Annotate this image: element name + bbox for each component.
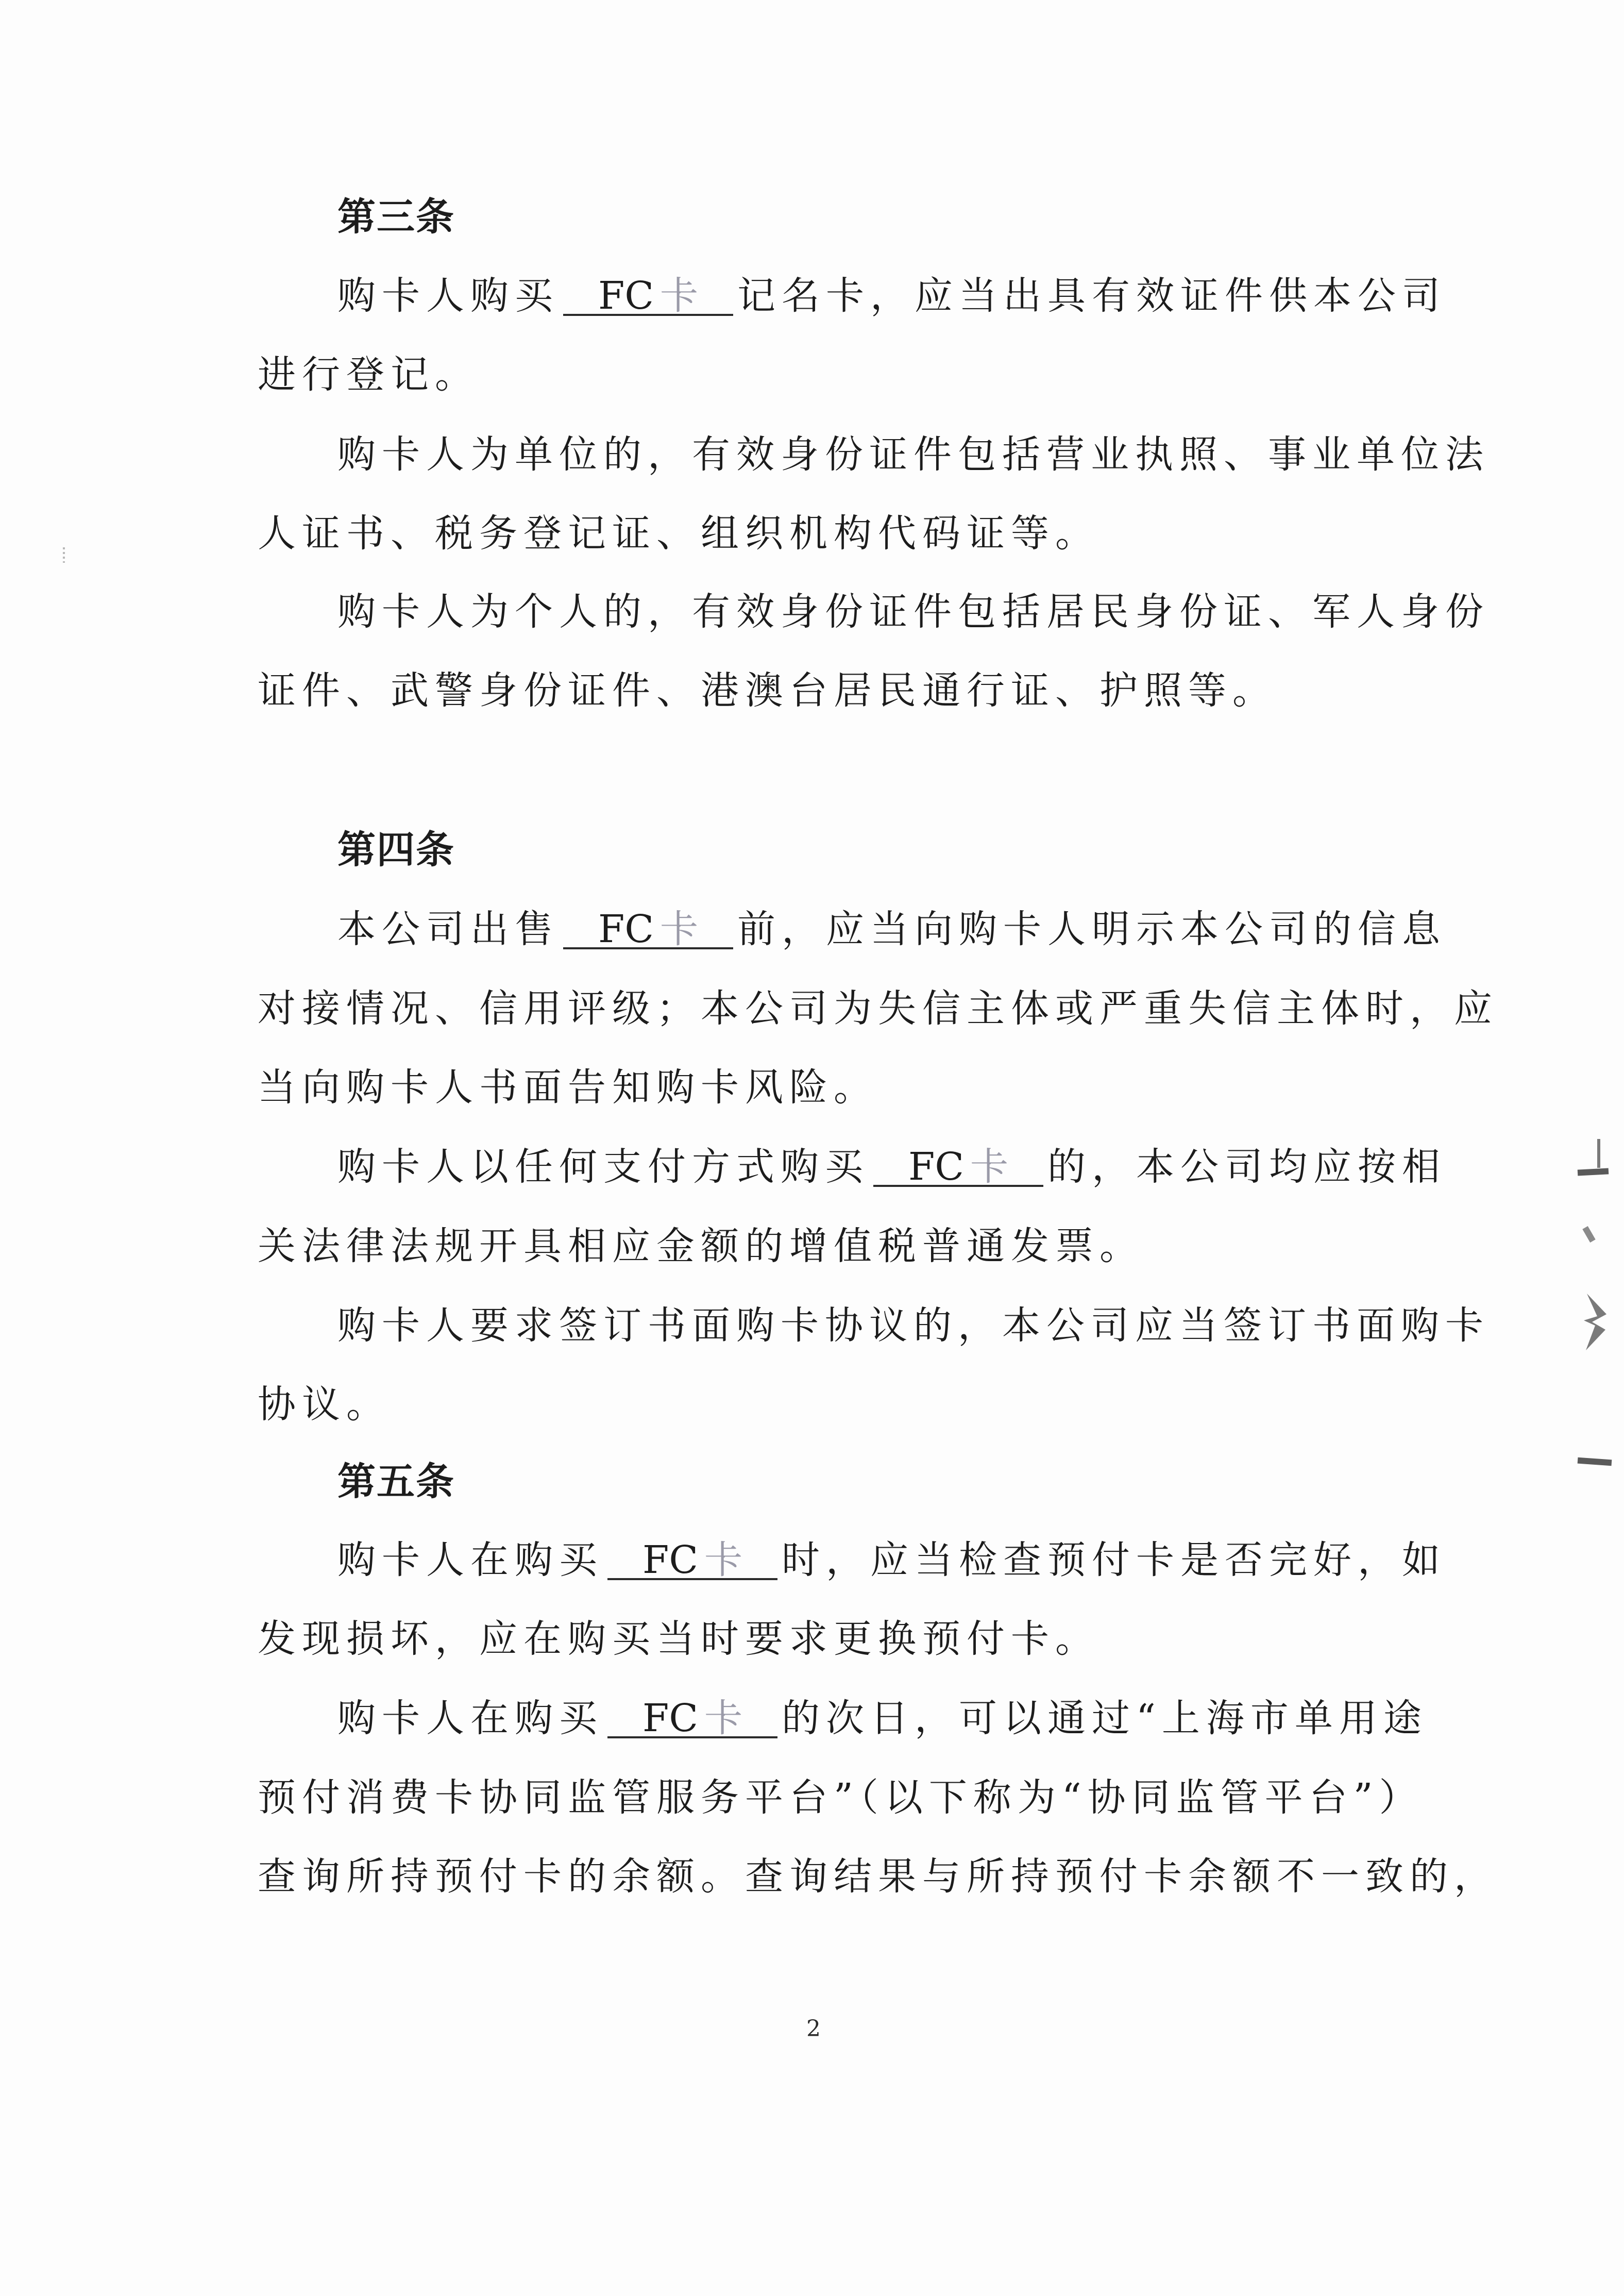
scan-artifact xyxy=(63,547,65,563)
scan-artifact xyxy=(1578,1168,1609,1176)
article-4-line-4 xyxy=(337,1145,1446,1189)
fill-in-card: 卡 xyxy=(659,274,698,318)
page-number: 2 xyxy=(806,2016,821,2042)
fill-in-blank xyxy=(563,907,733,951)
scan-artifact xyxy=(1578,1457,1612,1466)
text-segment: 本公司出售 xyxy=(337,907,559,951)
fill-in-card: 卡 xyxy=(659,907,698,951)
article-4-line-6: 购卡人要求签订书面购卡协议的，本公司应当签订书面购卡 xyxy=(337,1303,1490,1348)
text-segment: 购卡人在购买 xyxy=(337,1696,603,1740)
article-3-line-2: 进行登记。 xyxy=(258,353,479,397)
fill-in-prefix: FC xyxy=(598,907,654,951)
text-segment: 购卡人购买 xyxy=(337,274,559,318)
article-3-line-1 xyxy=(337,274,1446,318)
article-3-line-5: 购卡人为个人的，有效身份证件包括居民身份证、军人身份 xyxy=(337,590,1490,634)
fill-in-prefix: FC xyxy=(598,274,654,318)
article-5-line-5: 查询所持预付卡的余额。查询结果与所持预付卡余额不一致的， xyxy=(258,1854,1498,1899)
article-4-line-7: 协议。 xyxy=(258,1382,391,1427)
article-3-line-4: 人证书、税务登记证、组织机构代码证等。 xyxy=(258,511,1099,556)
article-4-line-2: 对接情况、信用评级；本公司为失信主体或严重失信主体时，应 xyxy=(258,986,1498,1031)
fill-in-blank xyxy=(607,1538,777,1582)
fill-in-blank xyxy=(607,1696,777,1740)
fill-in-prefix: FC xyxy=(908,1145,964,1189)
scan-artifact xyxy=(1582,1294,1608,1350)
scan-artifact xyxy=(1582,1226,1595,1243)
text-segment: 时，应当检查预付卡是否完好，如 xyxy=(782,1538,1446,1582)
article-4-line-3: 当向购卡人书面告知购卡风险。 xyxy=(258,1065,878,1110)
article-4-line-5: 关法律法规开具相应金额的增值税普通发票。 xyxy=(258,1224,1144,1268)
text-segment: 购卡人在购买 xyxy=(337,1538,603,1582)
fill-in-card: 卡 xyxy=(970,1145,1008,1189)
text-segment: 的，本公司均应按相 xyxy=(1047,1145,1446,1189)
article-5-line-3 xyxy=(337,1696,1428,1740)
fill-in-card: 卡 xyxy=(704,1696,742,1740)
fill-in-prefix: FC xyxy=(642,1538,698,1582)
fill-in-blank xyxy=(563,274,733,318)
article-5-line-1 xyxy=(337,1538,1446,1582)
text-segment: 前，应当向购卡人明示本公司的信息 xyxy=(737,907,1446,951)
article-5-line-4: 预付消费卡协同监管服务平台”（以下称为“协同监管平台”） xyxy=(258,1775,1424,1820)
article-4-line-1 xyxy=(337,907,1446,951)
article-5-heading: 第五条 xyxy=(337,1460,455,1504)
fill-in-card: 卡 xyxy=(704,1538,742,1582)
text-segment: 的次日，可以通过“上海市单用途 xyxy=(782,1696,1428,1740)
text-segment: 记名卡，应当出具有效证件供本公司 xyxy=(737,274,1446,318)
article-5-line-2: 发现损坏，应在购买当时要求更换预付卡。 xyxy=(258,1617,1099,1661)
fill-in-prefix: FC xyxy=(642,1696,698,1740)
article-3-line-3: 购卡人为单位的，有效身份证件包括营业执照、事业单位法 xyxy=(337,432,1490,477)
article-4-heading: 第四条 xyxy=(337,828,455,872)
text-segment: 购卡人以任何支付方式购买 xyxy=(337,1145,869,1189)
scan-artifact xyxy=(1597,1139,1600,1168)
article-3-heading: 第三条 xyxy=(337,195,455,239)
fill-in-blank xyxy=(873,1145,1043,1189)
article-3-line-6: 证件、武警身份证件、港澳台居民通行证、护照等。 xyxy=(258,668,1277,713)
scan-artifact-shape xyxy=(1582,1294,1608,1350)
